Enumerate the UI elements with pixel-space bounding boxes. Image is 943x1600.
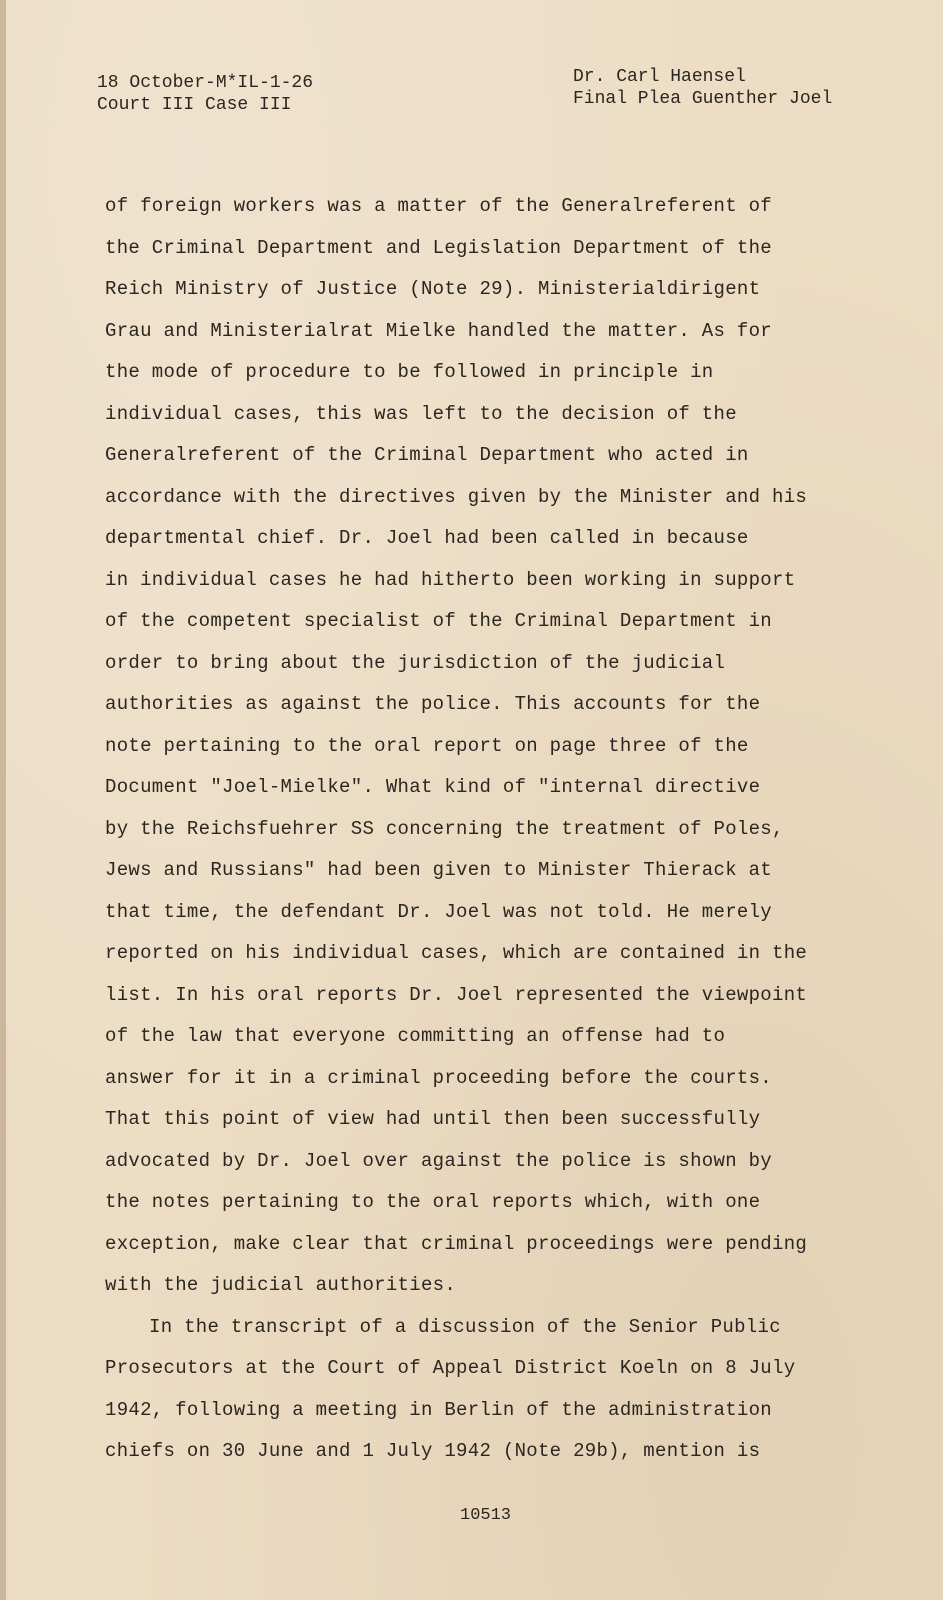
text-line: advocated by Dr. Joel over against the police is shown by [105,1149,773,1172]
text-line: Generalreferent of the Criminal Department who acted in [105,444,749,466]
text-line: of foreign workers was a matter of the Generalreferent of [105,195,773,217]
text-line: of the law that everyone committing an offense had to [105,1025,726,1047]
text-line: Jews and Russians" had been given to Minister Thierack at [105,859,773,881]
text-line: by the Reichsfuehrer SS concerning the treatment of Poles, [105,817,784,840]
text-line: list. In his oral reports Dr. Joel represented the viewpoint [105,983,808,1006]
text-line: Grau and Ministerialrat Mielke handled the matter. As for [105,319,773,342]
text-line: Document "Joel-Mielke". What kind of "internal directive [105,776,761,798]
text-line: that time, the defendant Dr. Joel was not told. He merely [105,900,773,923]
text-line: in individual cases he had hitherto been working in support [105,568,796,591]
text-line: authorities as against the police. This accounts for the [105,693,761,715]
text-line: with the judicial authorities. [105,1274,457,1296]
text-line: individual cases, this was left to the decision of the [105,402,737,425]
text-line: order to bring about the jurisdiction of the judicial [105,651,726,674]
text-line: of the competent specialist of the Criminal Department in [105,610,773,632]
header-right-line: Dr. Carl Haensel [573,67,746,87]
text-line: In the transcript of a discussion of the Senior Public [149,1315,781,1338]
page-edge [0,0,6,1600]
text-line: chiefs on 30 June and 1 July 1942 (Note 29b), mention is [105,1440,761,1462]
text-line: reported on his individual cases, which are contained in the [105,942,808,964]
text-line: answer for it in a criminal proceeding before the courts. [105,1066,773,1089]
text-line: the mode of procedure to be followed in principle in [105,361,714,383]
text-line: the notes pertaining to the oral reports which, with one [105,1191,761,1213]
text-line: departmental chief. Dr. Joel had been called in because [105,527,749,549]
text-line: That this point of view had until then been successfully [105,1108,761,1130]
header-left-line: 18 October-M*IL-1-26 [97,73,314,93]
page-number: 10513 [460,1506,512,1525]
header-left-line: Court III Case III [97,95,292,115]
text-line: note pertaining to the oral report on page three of the [105,734,749,757]
header-case-info [97,72,313,116]
body-text [105,186,875,1473]
header-right-line: Final Plea Guenther Joel [573,89,833,109]
text-line: exception, make clear that criminal proceedings were pending [105,1232,808,1255]
text-line: Reich Ministry of Justice (Note 29). Ministerialdirigent [105,278,761,300]
text-line: 1942, following a meeting in Berlin of the administration [105,1398,773,1421]
text-line: the Criminal Department and Legislation Department of the [105,236,773,259]
text-line: accordance with the directives given by the Minister and his [105,485,808,508]
text-line: Prosecutors at the Court of Appeal District Koeln on 8 July [105,1357,796,1379]
header-author-info [573,66,832,110]
